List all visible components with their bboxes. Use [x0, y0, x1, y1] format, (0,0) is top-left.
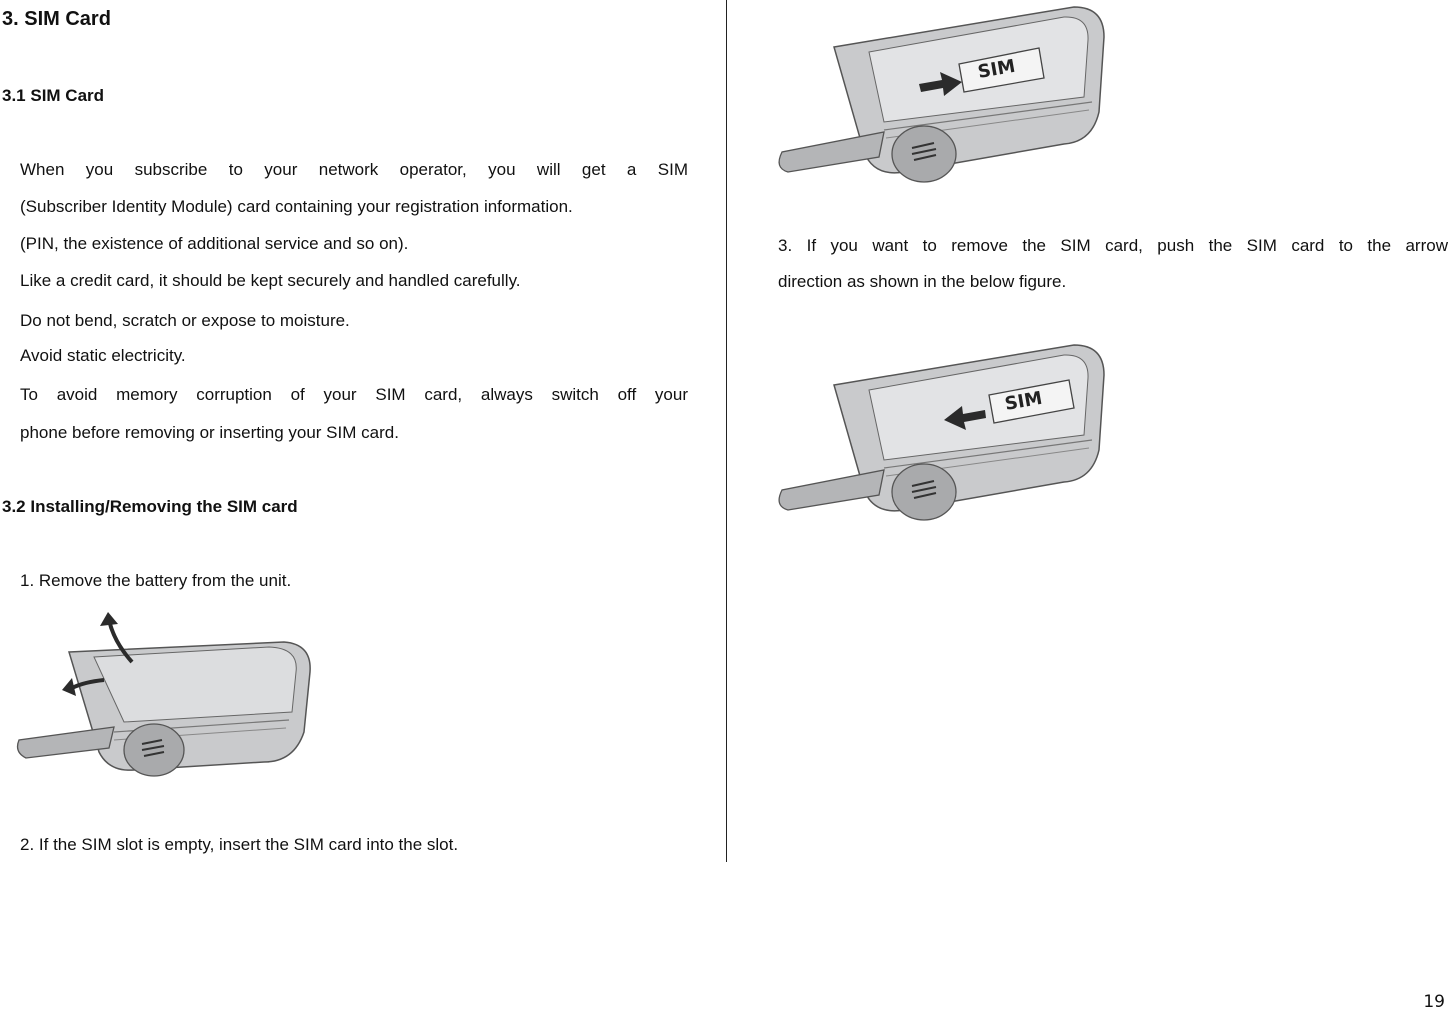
paragraph-line: Avoid static electricity. — [20, 346, 186, 365]
page-number: 19 — [1423, 992, 1445, 1012]
step-3-line: 3. If you want to remove the SIM card, push the SIM card to the arrow — [778, 236, 1448, 255]
subsection-title-install: 3.2 Installing/Removing the SIM card — [2, 497, 298, 516]
paragraph-line: Do not bend, scratch or expose to moisture. — [20, 311, 350, 330]
sim-label: SIM — [976, 55, 1017, 83]
section-title: 3. SIM Card — [2, 8, 111, 30]
paragraph-line: Like a credit card, it should be kept securely and handled carefully. — [20, 271, 521, 290]
step-3-line: direction as shown in the below figure. — [778, 272, 1067, 291]
paragraph-line: phone before removing or inserting your SIM card. — [20, 423, 399, 442]
sim-remove-figure — [774, 340, 1109, 525]
subsection-title-sim-card: 3.1 SIM Card — [2, 86, 105, 105]
paragraph-line: (Subscriber Identity Module) card containing your registration information. — [20, 197, 573, 216]
paragraph-line: To avoid memory corruption of your SIM card, always switch off your — [20, 385, 688, 404]
battery-removal-figure — [14, 612, 314, 782]
phone-body — [779, 345, 1104, 520]
paragraph-line: When you subscribe to your network operator, you will get a SIM — [20, 160, 688, 179]
sim-insert-figure — [774, 2, 1109, 187]
step-1-text: 1. Remove the battery from the unit. — [20, 571, 292, 590]
paragraph-line: (PIN, the existence of additional service and so on). — [20, 234, 409, 253]
step-2-text: 2. If the SIM slot is empty, insert the SIM card into the slot. — [20, 835, 459, 854]
column-divider — [726, 0, 727, 862]
phone-body — [779, 7, 1104, 182]
sim-label: SIM — [1003, 387, 1044, 415]
phone-body — [18, 642, 311, 776]
